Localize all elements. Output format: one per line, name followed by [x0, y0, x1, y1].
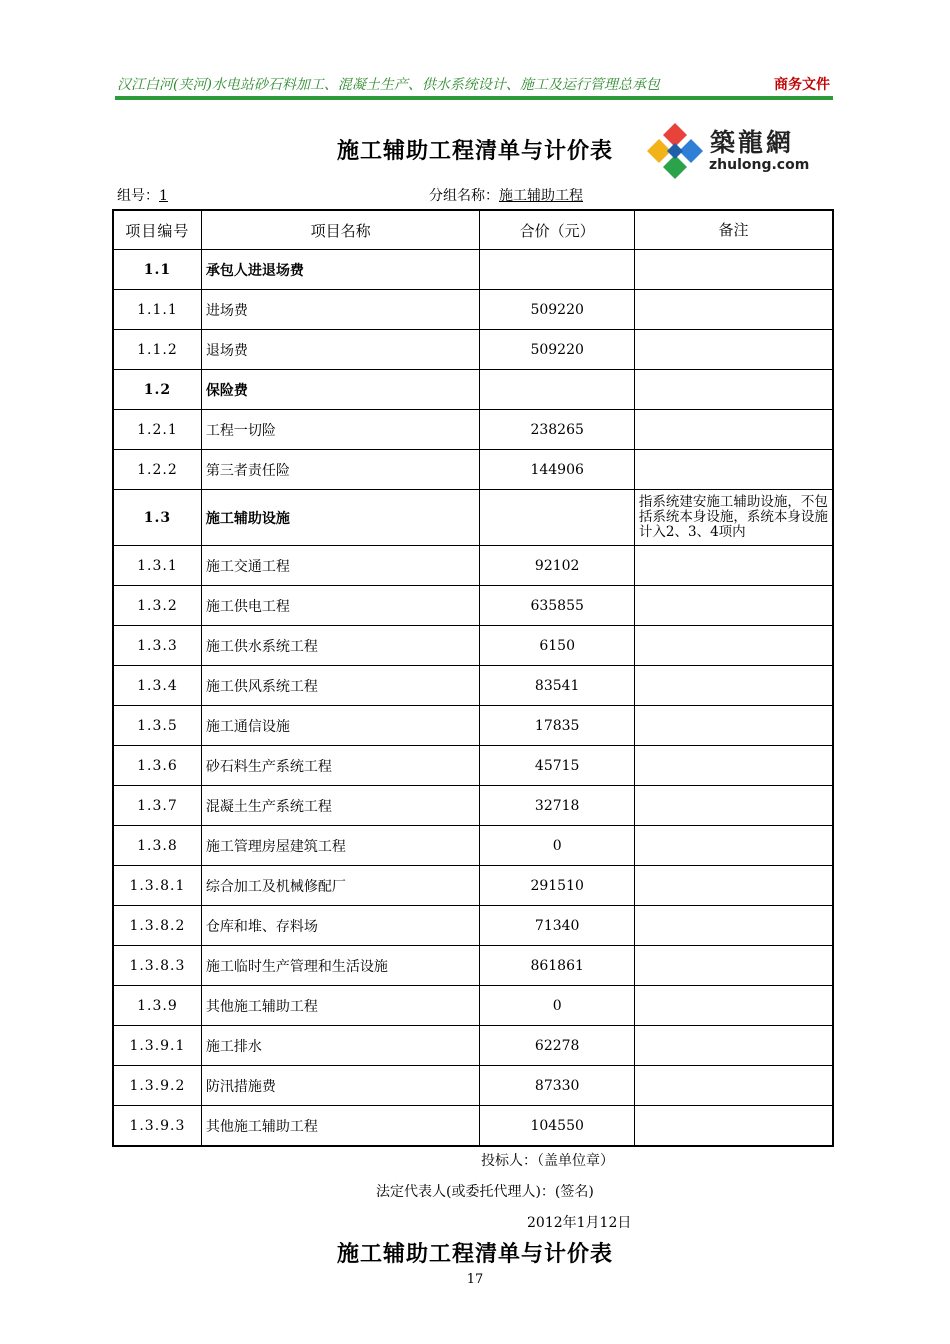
table-row: [113, 250, 833, 290]
row-item-code: 1.3.5: [113, 706, 201, 746]
row-amount: 238265: [480, 410, 634, 450]
row-item-code: 1.3.8.3: [113, 946, 201, 986]
header-amount: 合价（元）: [480, 210, 634, 250]
row-item-name: 承包人进退场费: [201, 250, 480, 290]
row-remarks: [634, 370, 833, 410]
page-number: 17: [466, 1272, 484, 1287]
row-amount: 0: [480, 986, 634, 1026]
row-item-code: 1.1: [113, 250, 201, 290]
row-item-code: 1.3.8.2: [113, 906, 201, 946]
row-remarks: [634, 666, 833, 706]
group-number-value: 1: [159, 188, 168, 204]
row-item-code: 1.3.8.1: [113, 866, 201, 906]
row-item-name: 施工临时生产管理和生活设施: [201, 946, 480, 986]
table-row: [113, 410, 833, 450]
header-item-code: 项目编号: [113, 210, 201, 250]
group-name: [429, 185, 583, 205]
row-remarks: [634, 706, 833, 746]
table-row: [113, 906, 833, 946]
table-row: [113, 1066, 833, 1106]
footer-title: 施工辅助工程清单与计价表: [336, 1241, 613, 1267]
row-remarks: [634, 330, 833, 370]
logo-mark-icon: [645, 121, 705, 181]
row-item-code: 1.3.9.1: [113, 1026, 201, 1066]
table-row: [113, 1026, 833, 1066]
row-item-name: 退场费: [201, 330, 480, 370]
row-amount: 87330: [480, 1066, 634, 1106]
row-amount: 71340: [480, 906, 634, 946]
row-amount: 6150: [480, 626, 634, 666]
row-item-name: 施工交通工程: [201, 546, 480, 586]
row-item-code: 1.2.1: [113, 410, 201, 450]
row-remarks: [634, 410, 833, 450]
row-item-name: 施工通信设施: [201, 706, 480, 746]
row-item-name: 防汛措施费: [201, 1066, 480, 1106]
table-row: [113, 746, 833, 786]
table-row: [113, 330, 833, 370]
table-row: [113, 586, 833, 626]
table-row: [113, 986, 833, 1026]
row-item-name: 保险费: [201, 370, 480, 410]
row-amount: 144906: [480, 450, 634, 490]
row-amount: 32718: [480, 786, 634, 826]
row-item-code: 1.3.9.3: [113, 1106, 201, 1147]
table-row: [113, 826, 833, 866]
row-remarks: [634, 290, 833, 330]
row-remarks: [634, 746, 833, 786]
row-item-name: 施工供风系统工程: [201, 666, 480, 706]
row-item-code: 1.3.6: [113, 746, 201, 786]
row-item-code: 1.2: [113, 370, 201, 410]
row-remarks: [634, 786, 833, 826]
row-remarks: [634, 546, 833, 586]
row-item-code: 1.3.2: [113, 586, 201, 626]
row-remarks: 指系统建安施工辅助设施，不包括系统本身设施，系统本身设施计入2、3、4项内: [634, 490, 833, 546]
row-amount: 861861: [480, 946, 634, 986]
sign-date: 2012年1月12日: [527, 1215, 632, 1231]
row-amount: 509220: [480, 290, 634, 330]
logo-chinese-text: 築龍網: [710, 128, 795, 157]
table-row: [113, 370, 833, 410]
header-item-name: 项目名称: [201, 210, 480, 250]
group-number: [117, 185, 168, 205]
row-remarks: [634, 1026, 833, 1066]
row-item-name: 工程一切险: [201, 410, 480, 450]
row-remarks: [634, 986, 833, 1026]
row-item-code: 1.3: [113, 490, 201, 546]
header-project-title: 汉江白河(夹河)水电站砂石料加工、混凝土生产、供水系统设计、施工及运行管理总承包: [117, 77, 660, 93]
row-item-code: 1.3.1: [113, 546, 201, 586]
header-divider: [115, 96, 833, 100]
row-item-code: 1.2.2: [113, 450, 201, 490]
row-item-code: 1.3.9: [113, 986, 201, 1026]
row-item-code: 1.1.1: [113, 290, 201, 330]
page-title: 施工辅助工程清单与计价表: [336, 138, 613, 164]
row-amount: [480, 490, 634, 546]
row-item-name: 砂石料生产系统工程: [201, 746, 480, 786]
row-item-code: 1.3.8: [113, 826, 201, 866]
row-amount: 291510: [480, 866, 634, 906]
table-row: [113, 290, 833, 330]
row-amount: 0: [480, 826, 634, 866]
row-amount: 509220: [480, 330, 634, 370]
row-remarks: [634, 1106, 833, 1147]
row-item-name: 仓库和堆、存料场: [201, 906, 480, 946]
row-remarks: [634, 946, 833, 986]
table-row: [113, 490, 833, 546]
row-item-name: 进场费: [201, 290, 480, 330]
row-item-code: 1.3.9.2: [113, 1066, 201, 1106]
table-row: [113, 1106, 833, 1147]
row-amount: 104550: [480, 1106, 634, 1147]
row-remarks: [634, 250, 833, 290]
table-row: [113, 866, 833, 906]
row-amount: 62278: [480, 1026, 634, 1066]
row-item-name: 施工排水: [201, 1026, 480, 1066]
table-header-row: [113, 210, 833, 250]
row-item-name: 施工供电工程: [201, 586, 480, 626]
row-item-code: 1.3.3: [113, 626, 201, 666]
bidder-seal-line: 投标人：（盖单位章）: [481, 1153, 614, 1169]
row-amount: 635855: [480, 586, 634, 626]
table-row: [113, 450, 833, 490]
header-remarks: 备注: [634, 210, 833, 250]
row-amount: [480, 370, 634, 410]
row-item-name: 综合加工及机械修配厂: [201, 866, 480, 906]
row-item-name: 施工辅助设施: [201, 490, 480, 546]
row-item-name: 其他施工辅助工程: [201, 986, 480, 1026]
table-row: [113, 706, 833, 746]
table-row: [113, 946, 833, 986]
row-amount: 92102: [480, 546, 634, 586]
row-amount: 83541: [480, 666, 634, 706]
row-remarks: [634, 586, 833, 626]
group-name-value: 施工辅助工程: [499, 188, 583, 204]
table-row: [113, 546, 833, 586]
row-item-code: 1.3.4: [113, 666, 201, 706]
representative-sign-line: 法定代表人(或委托代理人)：(签名): [376, 1184, 594, 1200]
row-remarks: [634, 1066, 833, 1106]
logo-english-text: zhulong.com: [709, 157, 810, 173]
row-item-code: 1.3.7: [113, 786, 201, 826]
row-item-code: 1.1.2: [113, 330, 201, 370]
header-doc-type: 商务文件: [774, 77, 830, 93]
table-row: [113, 786, 833, 826]
table-row: [113, 626, 833, 666]
row-amount: [480, 250, 634, 290]
row-remarks: [634, 450, 833, 490]
row-amount: 45715: [480, 746, 634, 786]
group-number-label: 组号：: [117, 188, 159, 204]
pricing-table: [112, 209, 834, 1147]
row-item-name: 混凝土生产系统工程: [201, 786, 480, 826]
row-remarks: [634, 866, 833, 906]
zhulong-logo: [645, 121, 810, 181]
group-name-label: 分组名称：: [429, 188, 499, 204]
row-remarks: [634, 906, 833, 946]
row-remarks: [634, 826, 833, 866]
table-row: [113, 666, 833, 706]
row-remarks: [634, 626, 833, 666]
row-item-name: 施工供水系统工程: [201, 626, 480, 666]
row-item-name: 施工管理房屋建筑工程: [201, 826, 480, 866]
row-item-name: 第三者责任险: [201, 450, 480, 490]
row-amount: 17835: [480, 706, 634, 746]
row-item-name: 其他施工辅助工程: [201, 1106, 480, 1147]
